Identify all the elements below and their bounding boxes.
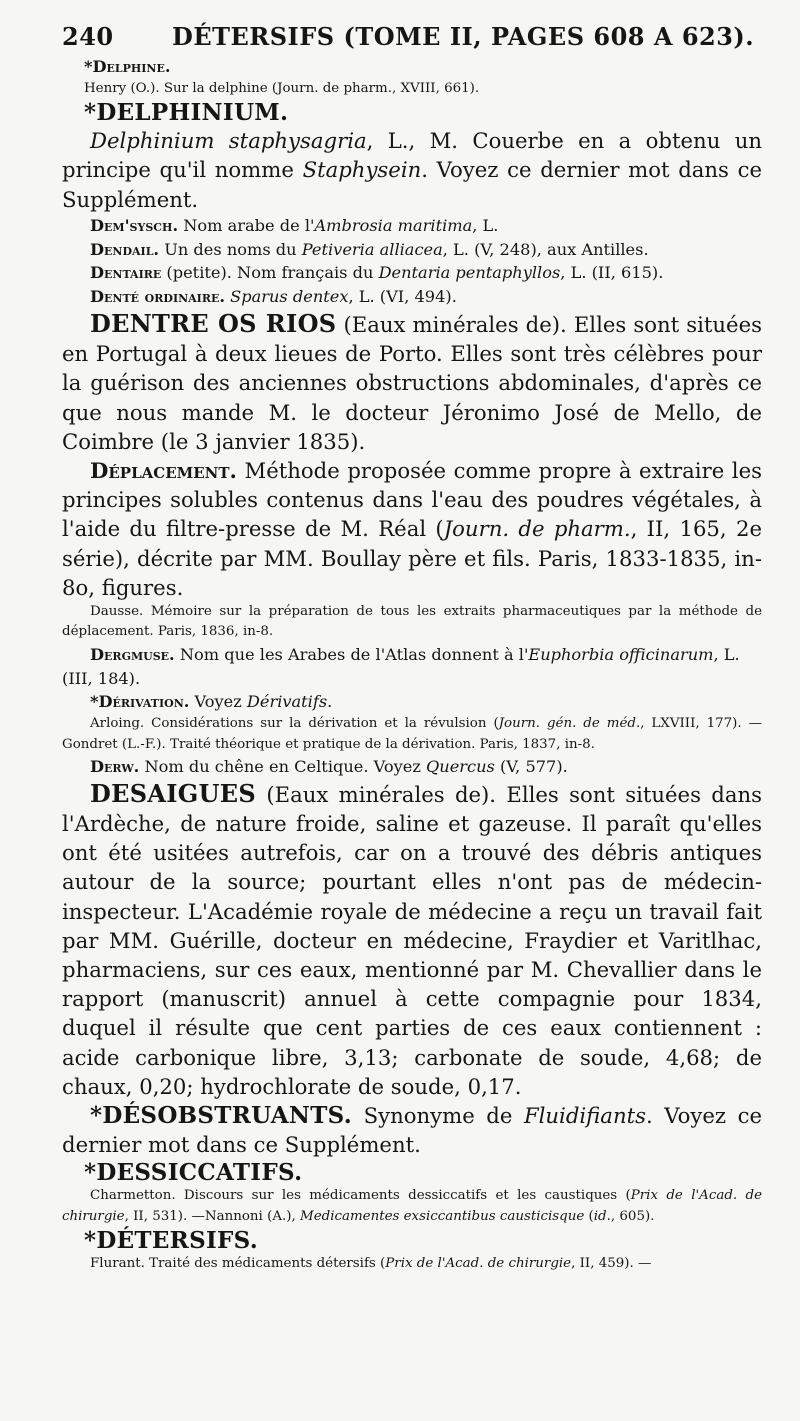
entry-term: Dendail.	[90, 239, 160, 259]
running-head	[62, 22, 762, 51]
entry-demsysch	[62, 214, 762, 238]
entry-term: Dergmuse.	[90, 644, 175, 664]
journal-title: Journ. gén. de méd.	[498, 716, 641, 732]
entry-dentaire	[62, 261, 762, 285]
species-name: Delphinium staphysagria	[90, 128, 367, 154]
entry-detersifs-heading	[62, 1227, 762, 1254]
bibliographic-reference: (	[584, 1208, 594, 1224]
bibliographic-reference: Dausse. Mémoire sur la préparation de tous les extraits pharmaceutiques par la méthode de déplacement. Paris, 1836, in-8.	[62, 604, 762, 640]
entry-dente	[62, 285, 762, 309]
body-text: Méthode proposée comme propre à extraire les principes solubles contenus dans l'eau des poudres végétales, à l'aide du filtre-presse de M. Réal (	[62, 458, 762, 542]
body-text: , L. (V, 248), aux Antilles.	[442, 239, 649, 259]
entry-dentre-os-rios	[62, 309, 762, 456]
entry-derw	[62, 755, 762, 779]
entry-dergmuse	[62, 643, 762, 691]
see-reference: Fluidifiants	[523, 1103, 646, 1129]
entry-heading: *DESSICCATIFS.	[84, 1159, 303, 1187]
species-name: Dentaria pentaphyllos	[378, 263, 561, 283]
entry-delphine-heading	[62, 55, 762, 79]
see-reference: Quercus	[426, 757, 495, 777]
body-text: Nom que les Arabes de l'Atlas donnent à l'	[174, 644, 529, 664]
entry-deplacement-ref	[62, 602, 762, 643]
bibliographic-reference: , 605).	[610, 1208, 655, 1224]
entry-term: Dentaire	[90, 263, 162, 283]
entry-term: *Dérivation.	[90, 692, 190, 712]
entry-dessiccatifs-ref	[62, 1186, 762, 1227]
entry-heading: *DELPHINIUM.	[84, 99, 289, 127]
entry-delphine-ref	[62, 79, 762, 99]
body-text: , L., M. Couerbe en a obtenu un principe qu'il nomme	[62, 128, 762, 183]
body-text: Un des noms du	[159, 239, 302, 259]
journal-title: Journ. de pharm.	[443, 516, 631, 542]
bibliographic-reference: , LXVIII, 177). — Gondret (L.-F.). Traité théorique et pratique de la dérivation. Paris, 1837, in-8.	[62, 716, 762, 752]
entry-term: Déplacement.	[90, 458, 237, 484]
entry-desobstruants	[62, 1101, 762, 1159]
journal-title: Prix de l'Acad. de chirurgie	[62, 1188, 762, 1224]
bibliographic-reference: , II, 531). —Nannoni (A.),	[124, 1208, 300, 1224]
entry-detersifs-ref	[62, 1254, 762, 1274]
body-text: (Eaux minérales de). Elles sont situées en Portugal à deux lieues de Porto. Elles sont très célèbres pour la guérison des anciennes obstructions abdominales, d'après ce que nous mande M. le docteur Jéronimo José de Mello, de Coimbre (le 3 janvier 1835).	[62, 312, 763, 454]
running-title: DÉTERSIFS (TOME II, PAGES 608 A 623).	[172, 22, 755, 51]
body-text: Nom du chêne en Celtique. Voyez	[139, 757, 426, 777]
body-text: Nom arabe de l'	[178, 215, 315, 235]
entry-term: Dem'sysch.	[90, 215, 179, 235]
body-text: (V, 577).	[494, 757, 568, 777]
body-text: , II, 165, 2e série), décrite par MM. Boullay père et fils. Paris, 1833-1835, in-8o, figures.	[62, 516, 762, 600]
body-text: . Voyez ce dernier mot dans ce Supplément.	[62, 1103, 762, 1158]
page-number: 240	[62, 22, 114, 51]
ibid-abbrev: id.	[593, 1208, 611, 1224]
entry-derivation-ref	[62, 714, 762, 755]
entry-heading: DENTRE OS RIOS	[90, 309, 337, 338]
species-name: Sparus dentex	[230, 287, 349, 307]
entry-dendail	[62, 238, 762, 262]
body-text: Synonyme de	[352, 1103, 524, 1129]
entry-dessiccatifs-heading	[62, 1159, 762, 1186]
entry-delphinium-heading	[62, 99, 762, 126]
body-text: Voyez	[189, 692, 247, 712]
entry-heading: *DÉSOBSTRUANTS.	[90, 1102, 353, 1130]
entry-heading: DESAIGUES	[90, 778, 257, 808]
body-text: , L. (II, 615).	[560, 263, 664, 283]
journal-title: Prix de l'Acad. de chirurgie	[385, 1256, 572, 1272]
body-text: , L.	[472, 215, 499, 235]
entry-delphinium-text	[62, 126, 762, 214]
species-name: Ambrosia maritima	[314, 215, 473, 235]
bibliographic-reference: Charmetton. Discours sur les médicaments dessiccatifs et les caustiques (	[90, 1188, 631, 1204]
bibliographic-reference: Flurant. Traité des médicaments détersifs (	[90, 1256, 386, 1272]
entry-heading: *Delphine.	[84, 57, 171, 76]
term-link: Staphysein	[302, 157, 422, 183]
entry-derivation	[62, 690, 762, 714]
bibliographic-reference: Henry (O.). Sur la delphine (Journ. de pharm., XVIII, 661).	[84, 80, 480, 96]
species-name: Euphorbia officinarum	[528, 644, 714, 664]
work-title: Medicamentes exsiccantibus causticisque	[299, 1208, 585, 1224]
species-name: Petiveria alliacea	[301, 239, 443, 259]
body-text: , L. (VI, 494).	[348, 287, 457, 307]
entry-term: Derw.	[90, 757, 140, 777]
entry-desaigues	[62, 779, 762, 1101]
entry-term: Denté ordinaire.	[90, 287, 225, 307]
body-text: (petite). Nom français du	[161, 263, 379, 283]
body-text: , L. (III, 184).	[62, 644, 740, 688]
bibliographic-reference: , II, 459). —	[571, 1256, 652, 1272]
body-text: .	[327, 692, 333, 712]
body-text: . Voyez ce dernier mot dans ce Supplément.	[62, 157, 762, 212]
body-text: (Eaux minérales de). Elles sont situées dans l'Ardèche, de nature froide, saline et gazeuse. Il paraît qu'elles ont été usitées autrefois, car on a trouvé des débris antiques autour de la source; pourtant elles n'ont pas de médecin-inspecteur. L'Académie royale de médecine a reçu un travail fait par MM. Guérille, docteur en médecine, Fraydier et Varitlhac, pharmaciens, sur ces eaux, mentionné par M. Chevallier dans le rapport (manuscrit) annuel à cette compagnie pour 1834, duquel il résulte que cent parties de ces eaux contiennent : acide carbonique libre, 3,13; carbonate de soude, 4,68; de chaux, 0,20; hydrochlorate de soude, 0,17.	[62, 781, 762, 1099]
bibliographic-reference: Arloing. Considérations sur la dérivation et la révulsion (	[90, 716, 499, 732]
entry-deplacement	[62, 456, 762, 602]
see-reference: Dérivatifs	[246, 692, 328, 712]
entry-heading: *DÉTERSIFS.	[84, 1227, 259, 1255]
